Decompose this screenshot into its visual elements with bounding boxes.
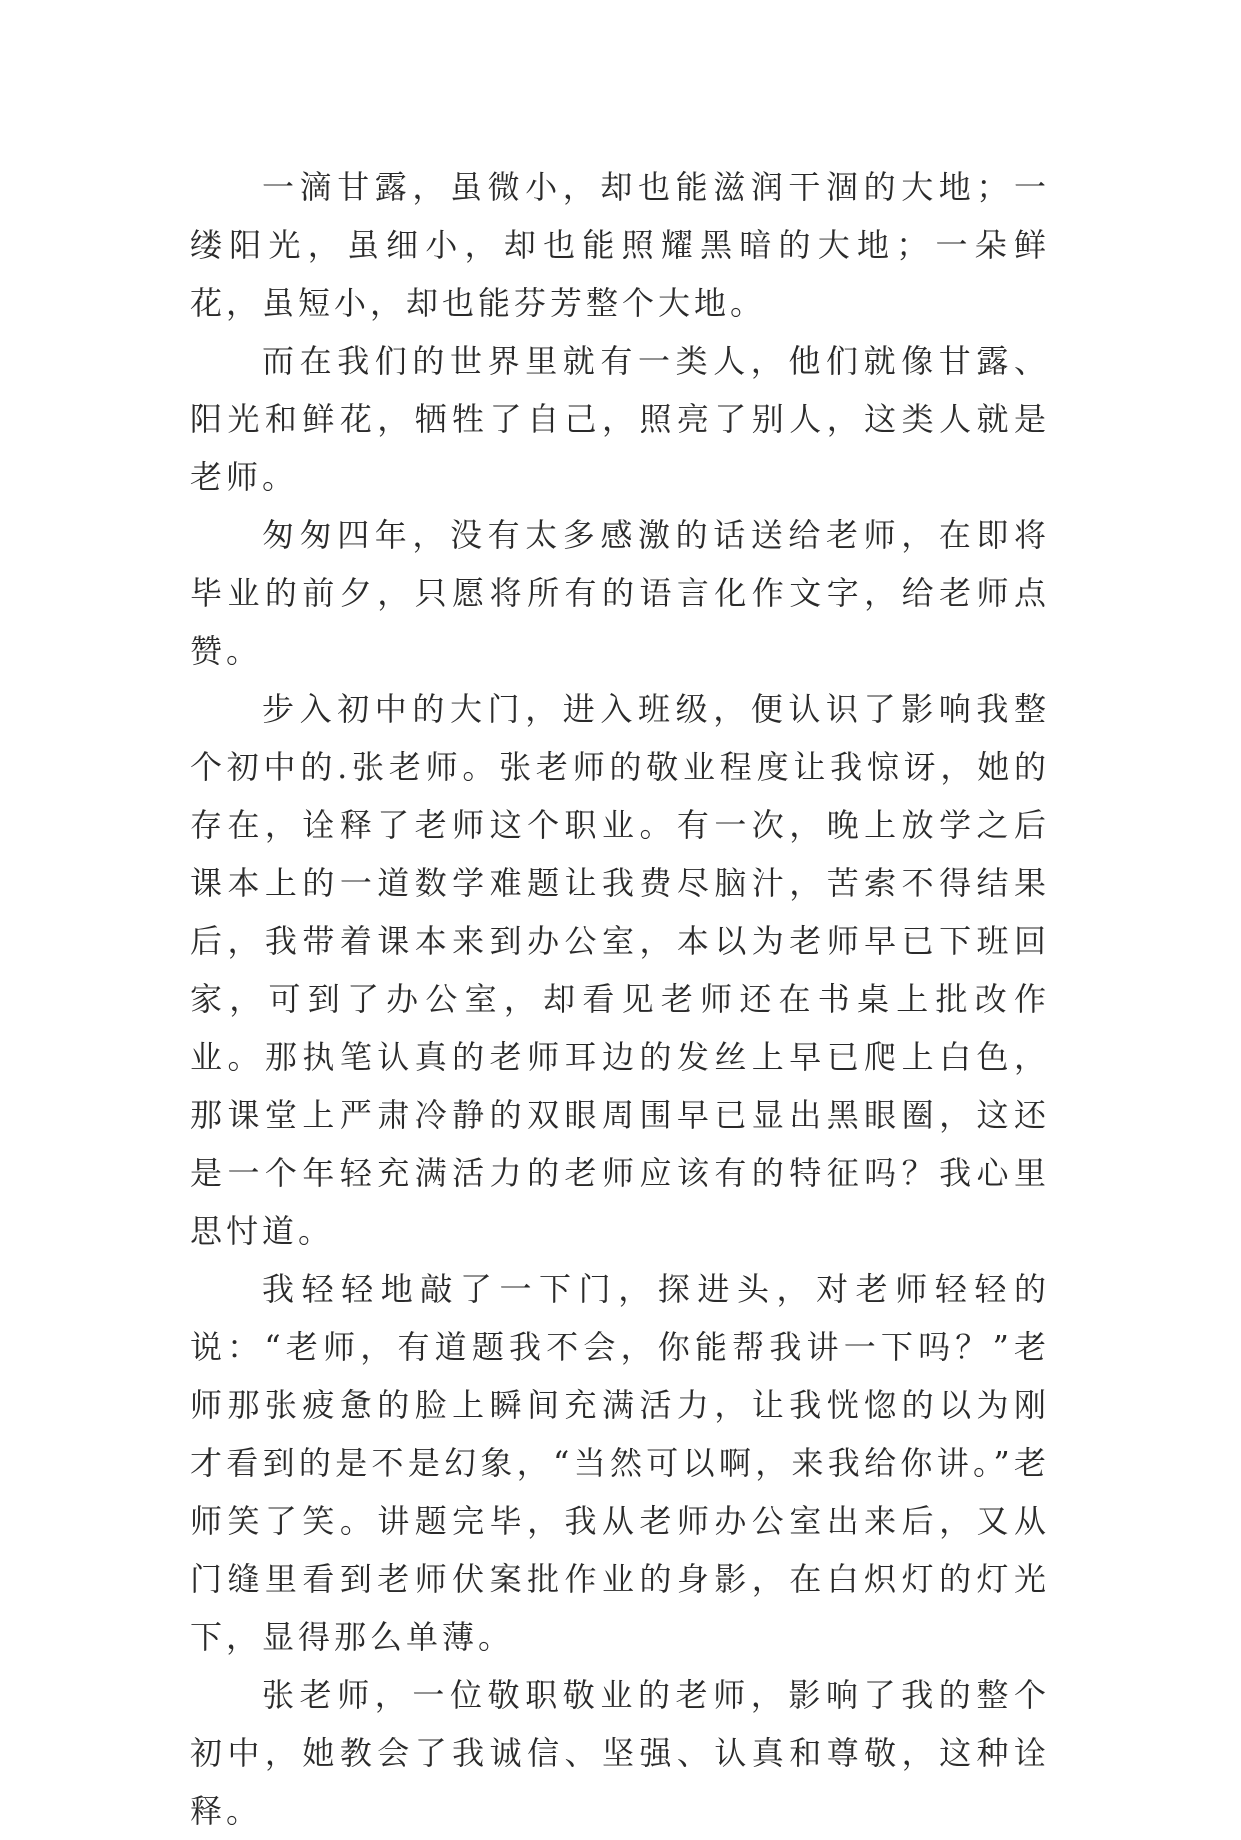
document-body <box>190 158 1050 1840</box>
paragraph-4: 步入初中的大门，进入班级，便认识了影响我整个初中的.张老师。张老师的敬业程度让我惊讶，她的存在，诠释了老师这个职业。有一次，晚上放学之后课本上的一道数学难题让我费尽脑汁，苦索不得结果后，我带着课本来到办公室，本以为老师早已下班回家，可到了办公室，却看见老师还在书桌上批改作业。那执笔认真的老师耳边的发丝上早已爬上白色，那课堂上严肃冷静的双眼周围早已显出黑眼圈，这还是一个年轻充满活力的老师应该有的特征吗？我心里思忖道。 <box>190 690 1050 1250</box>
paragraph-5: 我轻轻地敲了一下门，探进头，对老师轻轻的说：“老师，有道题我不会，你能帮我讲一下吗？”老师那张疲惫的脸上瞬间充满活力，让我恍惚的以为刚才看到的是不是幻象，“当然可以啊，来我给你讲。”老师笑了笑。讲题完毕，我从老师办公室出来后，又从门缝里看到老师伏案批作业的身影，在白炽灯的灯光下，显得那么单薄。 <box>190 1270 1050 1656</box>
paragraph-1: 一滴甘露，虽微小，却也能滋润干涸的大地；一缕阳光，虽细小，却也能照耀黑暗的大地；一朵鲜花，虽短小，却也能芬芳整个大地。 <box>190 168 1050 322</box>
paragraph-2: 而在我们的世界里就有一类人，他们就像甘露、阳光和鲜花，牺牲了自己，照亮了别人，这类人就是老师。 <box>190 342 1050 496</box>
paragraph-6: 张老师，一位敬职敬业的老师，影响了我的整个初中，她教会了我诚信、坚强、认真和尊敬，这种诠释。 <box>190 1676 1050 1830</box>
paragraph-3: 匆匆四年，没有太多感激的话送给老师，在即将毕业的前夕，只愿将所有的语言化作文字，给老师点赞。 <box>190 516 1050 670</box>
